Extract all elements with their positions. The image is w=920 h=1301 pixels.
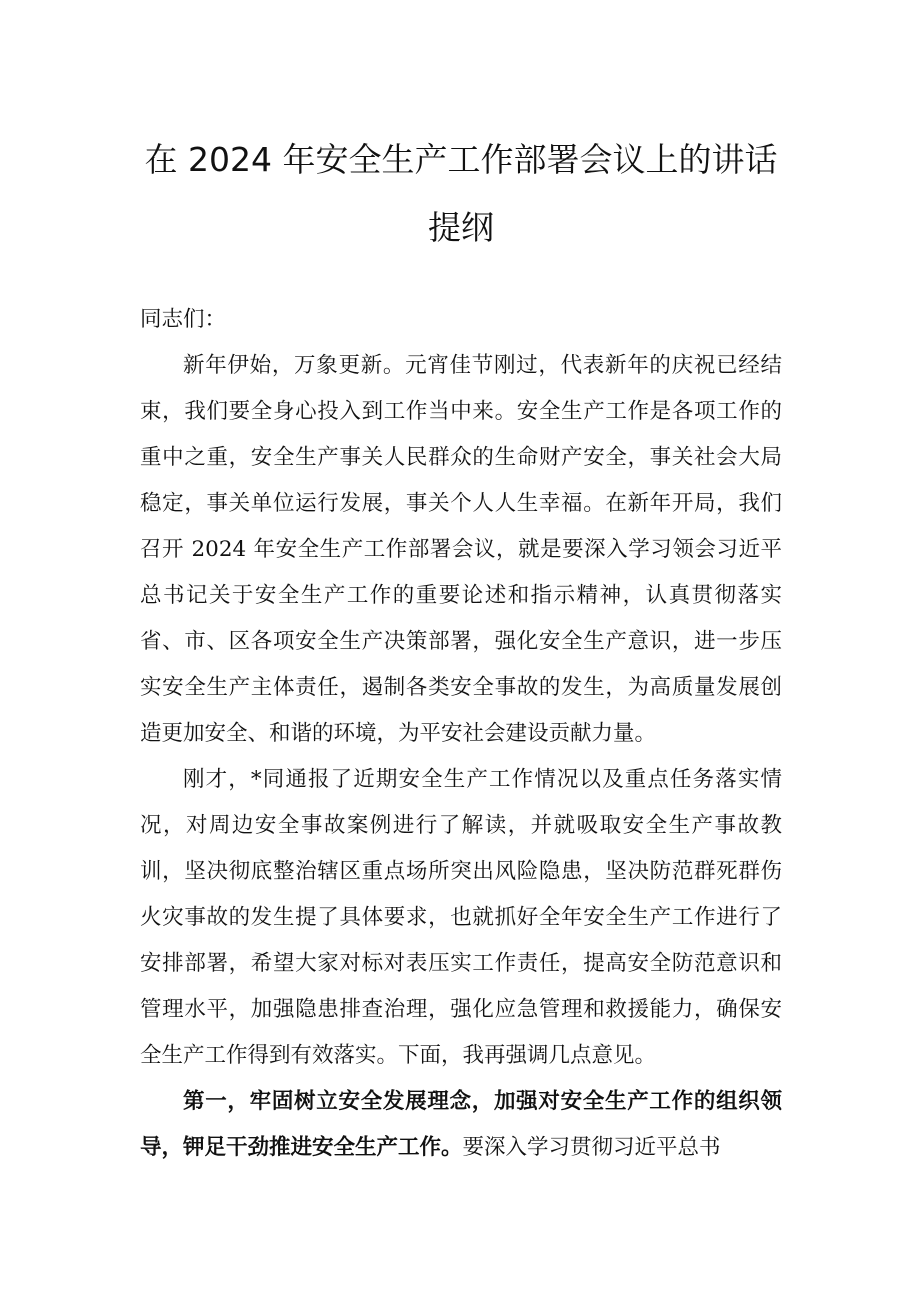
salutation: 同志们： — [140, 307, 227, 332]
paragraph-2: 刚才，*同通报了近期安全生产工作情况以及重点任务落实情况，对周边安全事故案例进行了解读，并就吸取安全生产事故教训，坚决彻底整治辖区重点场所突出风险隐患，坚决防范群死群伤火灾事故的发生提了具体要求，也就抓好全年安全生产工作进行了安排部署，希望大家对标对表压实工作责任，提高安全防范意识和管理水平，加强隐患排查治理，强化应急管理和救援能力，确保安全生产工作得到有效落实。下面，我再强调几点意见。 — [140, 767, 782, 1068]
paragraph-3-text: 要深入学习贯彻习近平总书 — [462, 1135, 721, 1160]
paragraph-3 — [140, 1079, 782, 1171]
document-title-line-2: 提纲 — [428, 208, 494, 247]
paragraph-3-heading: 第一，牢固树立安全发展理念，加强对安全生产工作的组织领导，钾足干劲推进安全生产工作。 — [140, 1089, 782, 1160]
paragraph-1: 新年伊始，万象更新。元宵佳节刚过，代表新年的庆祝已经结束，我们要全身心投入到工作当中来。安全生产工作是各项工作的重中之重，安全生产事关人民群众的生命财产安全，事关社会大局稳定，事关单位运行发展，事关个人人生幸福。在新年开局，我们召开 2024 年安全生产工作部署会议，就是要深入学习领会习近平总书记关于安全生产工作的重要论述和指示精神，认真贯彻落实省、市、区各项安全生产决策部署，强化安全生产意识，进一步压实安全生产主体责任，遏制各类安全事故的发生，为高质量发展创造更加安全、和谐的环境，为平安社会建设贡献力量。 — [140, 353, 782, 746]
document-body — [140, 297, 782, 1171]
document-title-line-1: 在 2024 年安全生产工作部署会议上的讲话 — [144, 140, 778, 179]
